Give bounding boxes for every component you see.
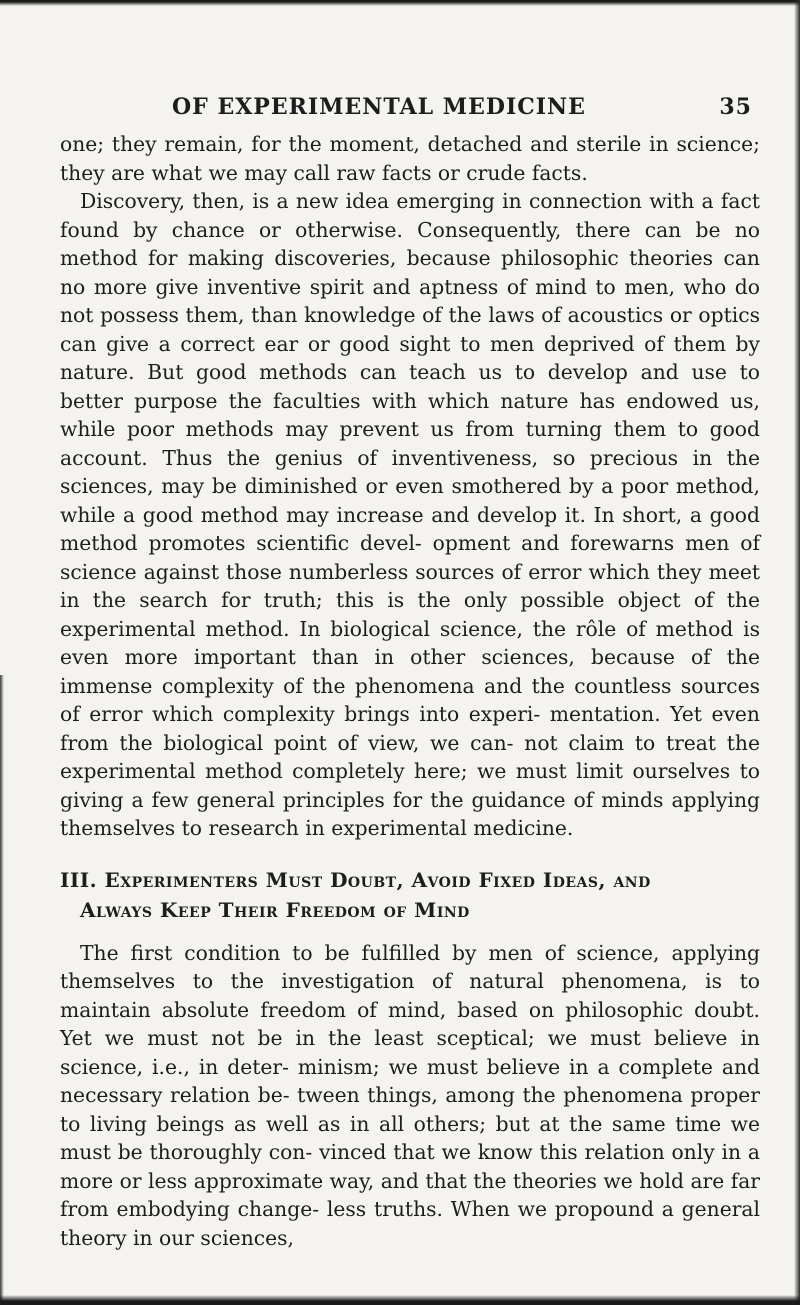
scan-edge-right: [794, 0, 800, 1305]
paragraph-discovery: Discovery, then, is a new idea emerging in connection with a fact found by chance or otherwise. Consequently, there can be no method for making discoveries, because philosophic theories can no more give inventive spirit and aptness of mind to men, who do not possess them, than knowledge of the laws of acoustics or optics can give a correct ear or good sight to men deprived of them by nature. But good methods can teach us to develop and use to better purpose the faculties with which nature has endowed us, while poor methods may prevent us from turning them to good account. Thus the genius of inventiveness, so precious in the sciences, may be diminished or even smothered by a poor method, while a good method may increase and develop it. In short, a good method promotes scientific devel- opment and forewarns men of science against those numberless sources of error which they meet in the search for truth; this is the only possible object of the experimental method. In biological science, the rôle of method is even more important than in other sciences, because of the immense complexity of the phenomena and the countless sources of error which complexity brings into experi- mentation. Yet even from the biological point of view, we can- not claim to treat the experimental method completely here; we must limit ourselves to giving a few general principles for the guidance of minds applying themselves to research in experimental medicine.: [60, 189, 760, 840]
book-page: [60, 90, 760, 1252]
running-head-title: OF EXPERIMENTAL MEDICINE: [172, 94, 586, 120]
paragraph-first-condition: The first condition to be fulfilled by men of science, applying themselves to the investigation of natural phenomena, is to maintain absolute freedom of mind, based on philosophic doubt. Yet we must not be in the least sceptical; we must believe in science, i.e., in deter- minism; we must believe in a complete and necessary relation be- tween things, among the phenomena proper to living beings as well as in all others; but at the same time we must be thoroughly con- vinced that we know this relation only in a more or less approximate way, and that the theories we hold are far from embodying change- less truths. When we propound a general theory in our sciences,: [60, 940, 760, 1250]
paragraph-continued: one; they remain, for the moment, detached and sterile in science; they are what we may call raw facts or crude facts.: [60, 132, 760, 185]
scan-edge-left: [0, 675, 4, 1305]
scan-edge-top: [0, 0, 800, 6]
running-head: [60, 90, 760, 130]
section-heading: [60, 865, 760, 925]
section-heading-line-2: Always Keep Their Freedom of Mind: [80, 897, 470, 922]
page-number: 35: [719, 94, 752, 120]
scan-edge-bottom: [0, 1295, 800, 1305]
section-heading-line-1: III. Experimenters Must Doubt, Avoid Fixed Ideas, and: [60, 867, 651, 892]
